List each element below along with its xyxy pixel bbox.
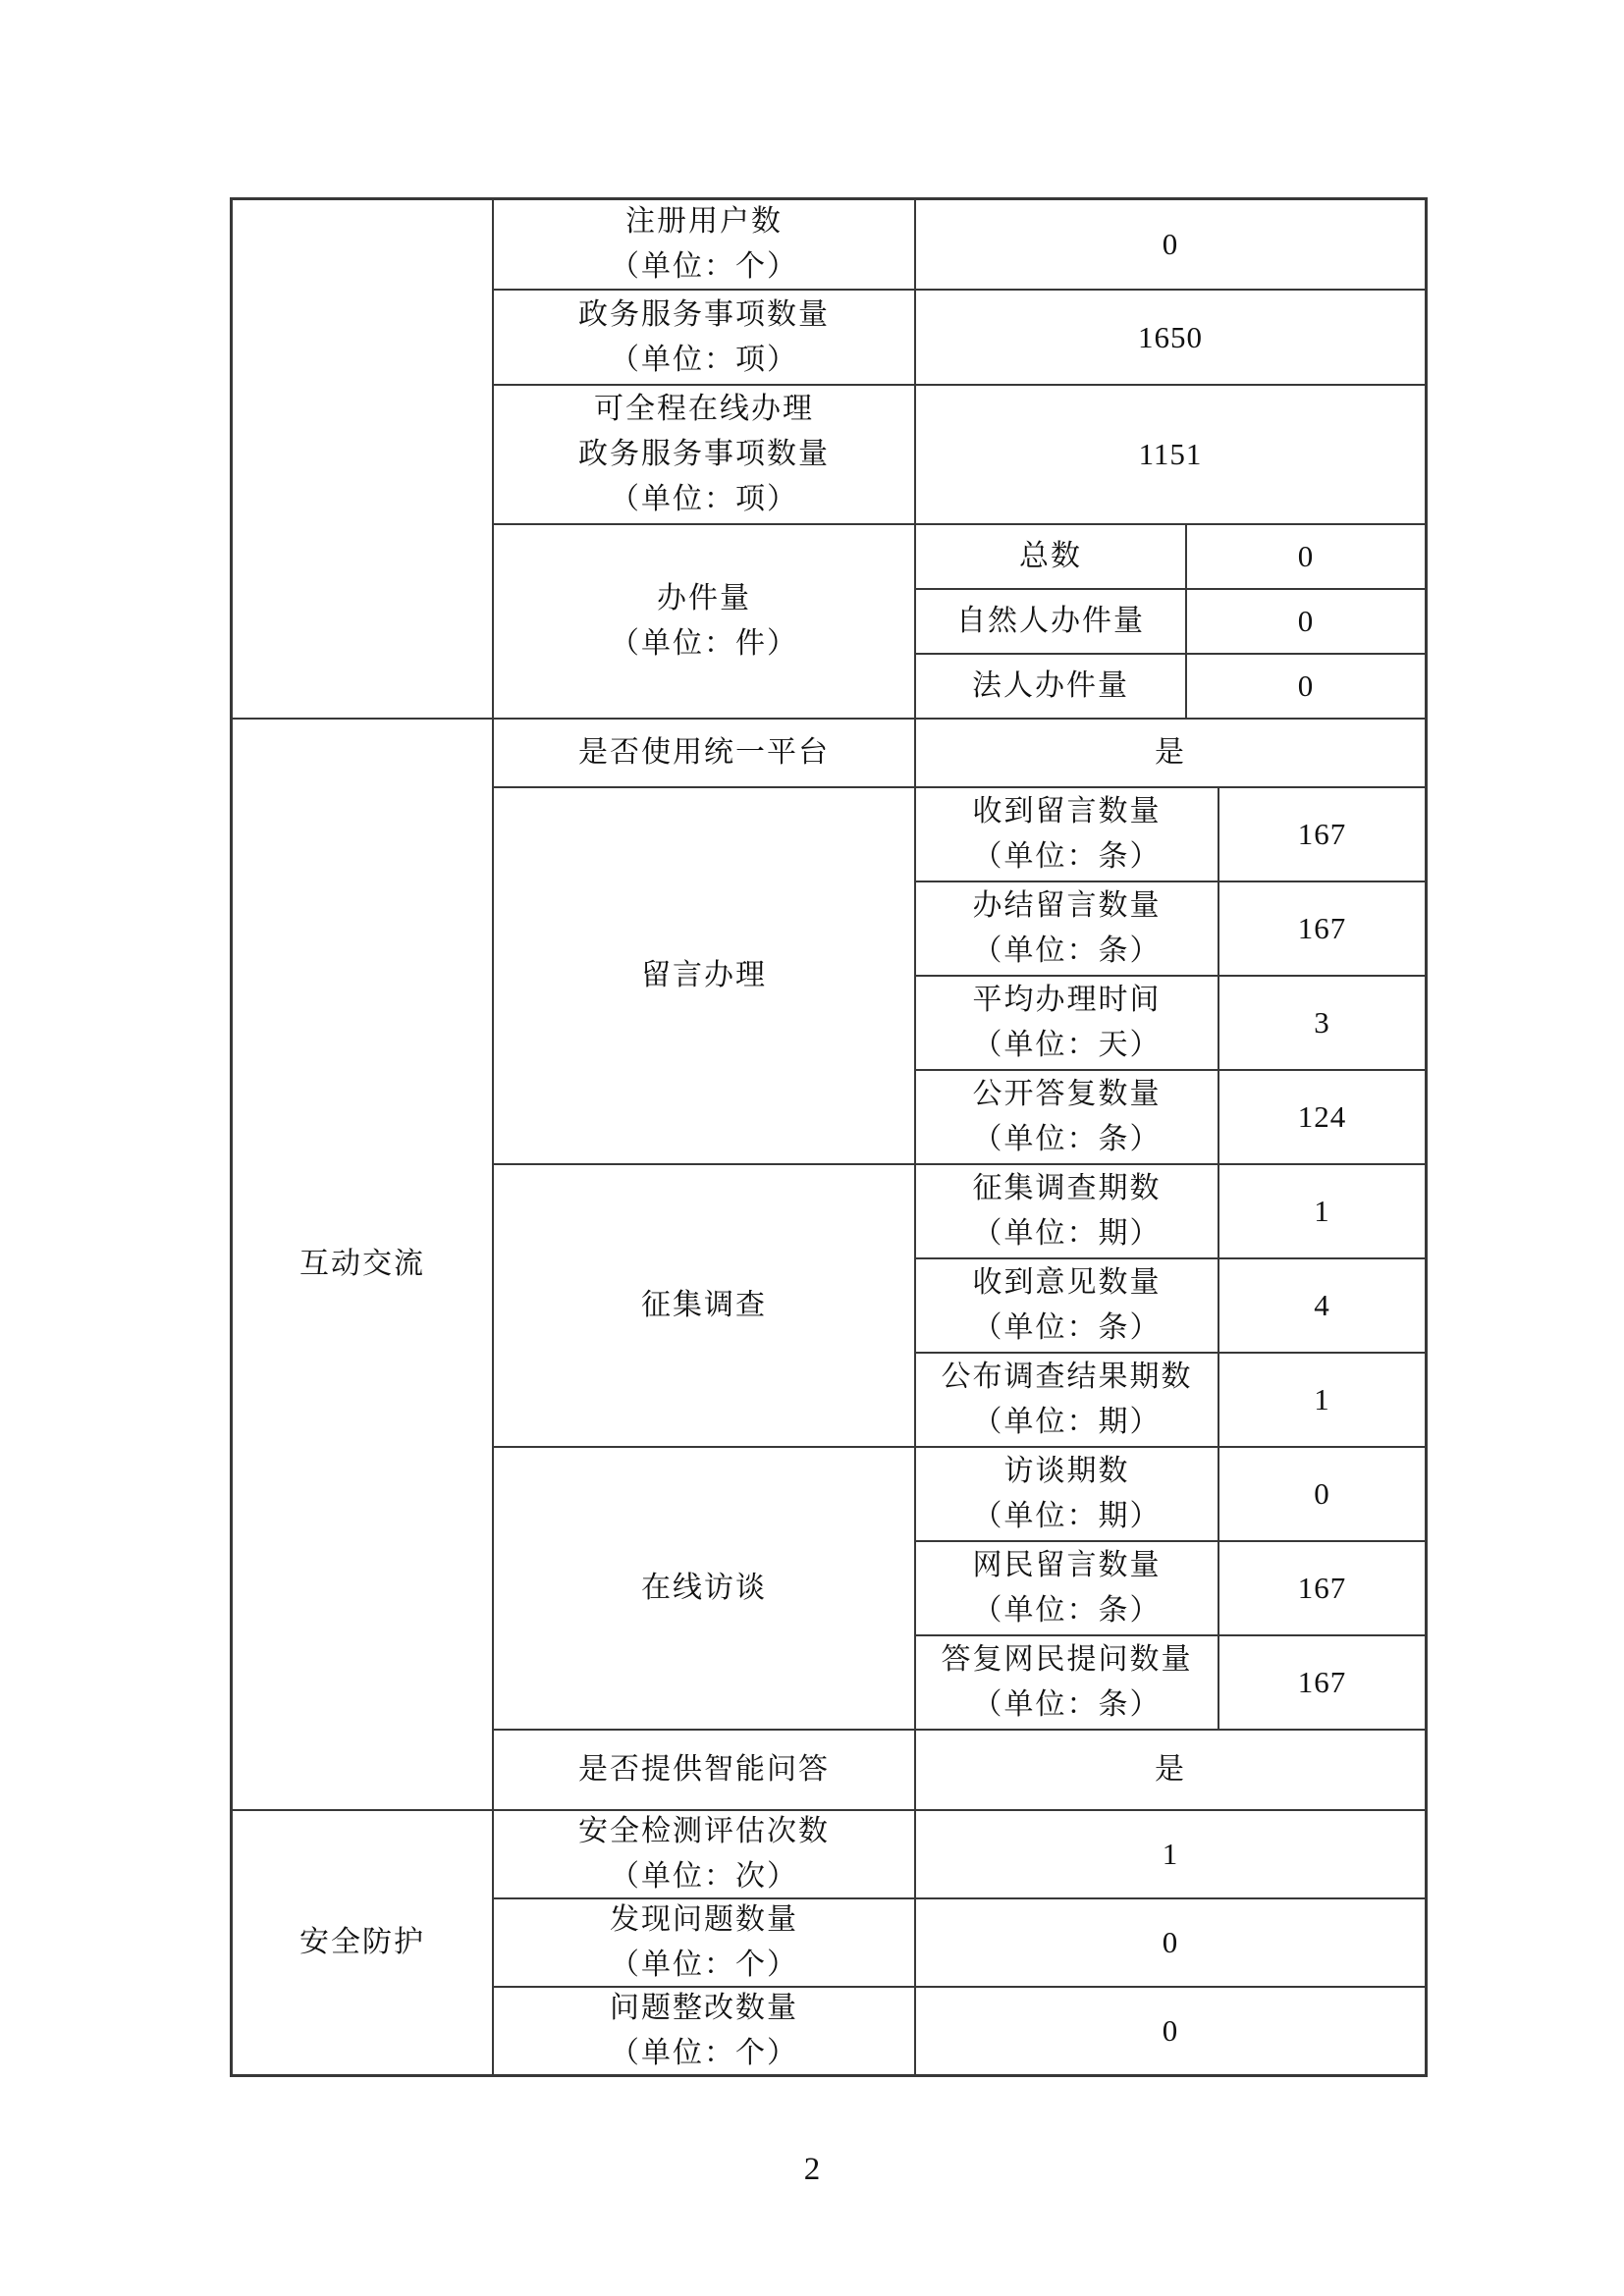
problems-fixed-value bbox=[916, 1988, 1425, 2074]
page-number: 2 bbox=[803, 2152, 821, 2187]
netizen-messages-value bbox=[1219, 1542, 1425, 1634]
online-service-items-number: 1151 bbox=[1138, 437, 1203, 471]
avg-handling-time-title: 平均办理时间 bbox=[972, 984, 1162, 1016]
cases-handled-title: 办件量 bbox=[657, 582, 751, 614]
problems-found-value bbox=[916, 1899, 1425, 1986]
smart-qa-label bbox=[494, 1731, 914, 1809]
service-items-number: 1650 bbox=[1138, 319, 1203, 354]
messages-received-title: 收到留言数量 bbox=[972, 795, 1162, 828]
messages-completed-unit: （单位：条） bbox=[972, 934, 1162, 967]
opinions-received-unit: （单位：条） bbox=[972, 1311, 1162, 1344]
problems-fixed-unit: （单位：个） bbox=[610, 2037, 798, 2069]
messages-received-value bbox=[1219, 788, 1425, 881]
security-checks-unit: （单位：次） bbox=[610, 1860, 798, 1893]
netizen-replies-label bbox=[916, 1636, 1218, 1729]
opinions-received-label bbox=[916, 1259, 1218, 1352]
survey-periods-label bbox=[916, 1165, 1218, 1257]
opinions-received-title: 收到意见数量 bbox=[972, 1266, 1162, 1299]
public-replies-title: 公开答复数量 bbox=[972, 1078, 1162, 1110]
survey-label bbox=[494, 1165, 914, 1446]
messages-completed-title: 办结留言数量 bbox=[972, 889, 1162, 922]
category-interaction bbox=[233, 720, 492, 1809]
survey-results-label bbox=[916, 1354, 1218, 1446]
message-handling-title: 留言办理 bbox=[641, 959, 767, 991]
unified-platform-answer: 是 bbox=[1155, 736, 1186, 769]
service-items-label bbox=[494, 291, 914, 384]
messages-received-unit: （单位：条） bbox=[972, 840, 1162, 873]
cases-natural-person-title: 自然人办件量 bbox=[956, 605, 1145, 637]
cases-natural-person-value bbox=[1187, 590, 1425, 653]
cases-handled-label bbox=[494, 525, 914, 718]
public-replies-label bbox=[916, 1071, 1218, 1163]
survey-periods-number: 1 bbox=[1314, 1194, 1330, 1228]
messages-completed-number: 167 bbox=[1297, 911, 1347, 945]
interview-periods-unit: （单位：期） bbox=[972, 1500, 1162, 1532]
survey-title: 征集调查 bbox=[641, 1289, 767, 1321]
problems-found-label bbox=[494, 1899, 914, 1986]
public-replies-number: 124 bbox=[1297, 1099, 1347, 1134]
public-replies-value bbox=[1219, 1071, 1425, 1163]
survey-periods-title: 征集调查期数 bbox=[972, 1172, 1162, 1204]
smart-qa-title: 是否提供智能问答 bbox=[578, 1753, 830, 1786]
service-items-unit: （单位：项） bbox=[610, 343, 798, 376]
cases-total-value bbox=[1187, 525, 1425, 588]
statistics-table bbox=[230, 197, 1428, 2077]
survey-results-unit: （单位：期） bbox=[972, 1406, 1162, 1438]
cases-legal-person-title: 法人办件量 bbox=[972, 669, 1129, 702]
cases-total-label bbox=[916, 525, 1185, 588]
cases-natural-person-label bbox=[916, 590, 1185, 653]
cases-legal-person-label bbox=[916, 655, 1185, 718]
netizen-messages-number: 167 bbox=[1297, 1571, 1347, 1605]
registered-users-unit: （单位：个） bbox=[610, 250, 798, 283]
messages-received-number: 167 bbox=[1297, 817, 1347, 851]
cases-legal-person-value bbox=[1187, 655, 1425, 718]
netizen-messages-label bbox=[916, 1542, 1218, 1634]
cases-total-title: 总数 bbox=[1019, 540, 1082, 572]
registered-users-number: 0 bbox=[1162, 227, 1179, 261]
interview-label bbox=[494, 1448, 914, 1729]
problems-found-title: 发现问题数量 bbox=[610, 1903, 798, 1936]
unified-platform-title: 是否使用统一平台 bbox=[578, 736, 830, 769]
smart-qa-answer: 是 bbox=[1155, 1753, 1186, 1786]
problems-fixed-label bbox=[494, 1988, 914, 2074]
unified-platform-label bbox=[494, 720, 914, 786]
avg-handling-time-value bbox=[1219, 977, 1425, 1069]
messages-completed-label bbox=[916, 882, 1218, 975]
opinions-received-value bbox=[1219, 1259, 1425, 1352]
netizen-replies-unit: （单位：条） bbox=[972, 1688, 1162, 1721]
security-checks-label bbox=[494, 1811, 914, 1897]
survey-results-value bbox=[1219, 1354, 1425, 1446]
message-handling-label bbox=[494, 788, 914, 1163]
netizen-replies-value bbox=[1219, 1636, 1425, 1729]
cases-total-number: 0 bbox=[1297, 539, 1315, 573]
messages-completed-value bbox=[1219, 882, 1425, 975]
interview-title: 在线访谈 bbox=[641, 1572, 767, 1604]
cases-legal-person-number: 0 bbox=[1297, 668, 1315, 703]
avg-handling-time-label bbox=[916, 977, 1218, 1069]
avg-handling-time-unit: （单位：天） bbox=[972, 1029, 1162, 1061]
service-items-value bbox=[916, 291, 1425, 384]
security-checks-title: 安全检测评估次数 bbox=[578, 1815, 830, 1847]
smart-qa-value bbox=[916, 1731, 1425, 1809]
survey-results-title: 公布调查结果期数 bbox=[941, 1361, 1193, 1393]
category-security bbox=[233, 1811, 492, 2074]
online-service-items-label bbox=[494, 386, 914, 523]
survey-periods-unit: （单位：期） bbox=[972, 1217, 1162, 1250]
cases-handled-unit: （单位：件） bbox=[610, 627, 798, 660]
netizen-messages-unit: （单位：条） bbox=[972, 1594, 1162, 1627]
category-interaction-label: 互动交流 bbox=[299, 1248, 425, 1280]
interview-periods-value bbox=[1219, 1448, 1425, 1540]
survey-results-number: 1 bbox=[1314, 1382, 1330, 1416]
avg-handling-time-number: 3 bbox=[1314, 1005, 1330, 1040]
survey-periods-value bbox=[1219, 1165, 1425, 1257]
messages-received-label bbox=[916, 788, 1218, 881]
online-service-items-value bbox=[916, 386, 1425, 523]
registered-users-title: 注册用户数 bbox=[625, 205, 783, 238]
security-checks-value bbox=[916, 1811, 1425, 1897]
interview-periods-label bbox=[916, 1448, 1218, 1540]
public-replies-unit: （单位：条） bbox=[972, 1123, 1162, 1155]
problems-found-unit: （单位：个） bbox=[610, 1949, 798, 1981]
registered-users-value bbox=[916, 200, 1425, 289]
netizen-replies-title: 答复网民提问数量 bbox=[941, 1643, 1193, 1676]
online-service-items-title-1: 可全程在线办理 bbox=[594, 393, 814, 425]
unified-platform-value bbox=[916, 720, 1425, 786]
problems-fixed-title: 问题整改数量 bbox=[610, 1992, 798, 2024]
online-service-items-title-2: 政务服务事项数量 bbox=[578, 438, 830, 470]
registered-users-label bbox=[494, 200, 914, 289]
online-service-items-unit: （单位：项） bbox=[610, 483, 798, 515]
interview-periods-number: 0 bbox=[1314, 1476, 1330, 1511]
security-checks-number: 1 bbox=[1162, 1837, 1179, 1871]
category-empty-cell bbox=[233, 200, 492, 718]
cases-natural-person-number: 0 bbox=[1297, 604, 1315, 638]
service-items-title: 政务服务事项数量 bbox=[578, 297, 830, 331]
netizen-replies-number: 167 bbox=[1297, 1665, 1347, 1699]
problems-found-number: 0 bbox=[1162, 1925, 1179, 1959]
interview-periods-title: 访谈期数 bbox=[1003, 1455, 1130, 1487]
netizen-messages-title: 网民留言数量 bbox=[972, 1549, 1162, 1581]
category-security-label: 安全防护 bbox=[299, 1926, 425, 1958]
problems-fixed-number: 0 bbox=[1162, 2013, 1179, 2048]
opinions-received-number: 4 bbox=[1314, 1288, 1330, 1322]
